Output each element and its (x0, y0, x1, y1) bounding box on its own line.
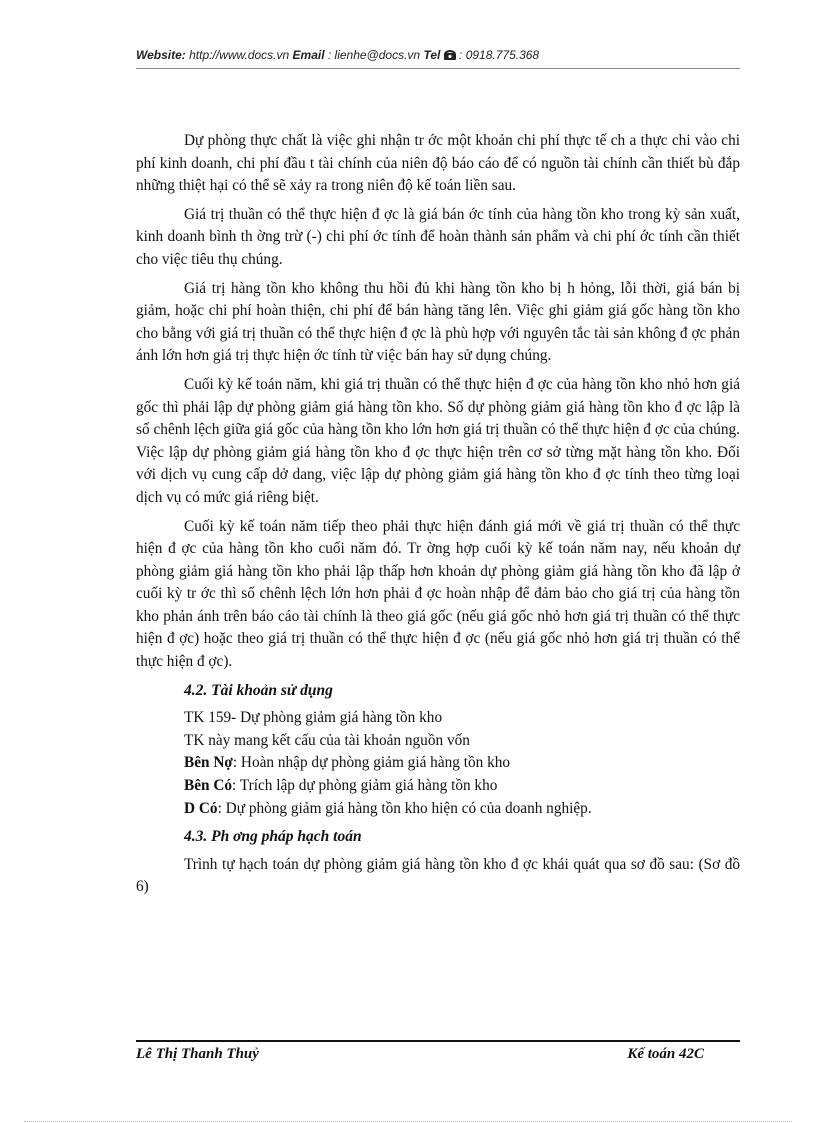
footer-author: Lê Thị Thanh Thuỷ (136, 1046, 259, 1062)
credit-side-line (184, 775, 740, 798)
email-address: : lienhe@docs.vn (324, 48, 424, 62)
credit-side-text: : Trích lập dự phòng giảm giá hàng tồn kho (232, 777, 498, 795)
section-heading-4-2: 4.2. Tài khoản sử dụng (184, 681, 333, 699)
tel-label: Tel (423, 48, 441, 62)
credit-balance-text: : Dự phòng giảm giá hàng tồn kho hiện có của doanh nghiệp. (217, 799, 592, 817)
paragraph: Giá trị thuần có thể thực hiện đ ợc là giá bán ớc tính của hàng tồn kho trong kỳ sản xuất, kinh doanh bình th ờng trừ (-) chi phí ớc tính để hoàn thành sản phẩm và chi phí ớc tính cần thiết cho việc tiêu thụ chúng. (136, 205, 740, 268)
footer-class: Kế toán 42C (627, 1046, 704, 1062)
footer-divider (136, 1040, 740, 1042)
credit-side-label: Bên Có (184, 777, 233, 795)
account-line: TK 159- Dự phòng giảm giá hàng tồn kho (184, 709, 443, 727)
document-body (136, 130, 740, 905)
paragraph: Dự phòng thực chất là việc ghi nhận tr ớc một khoản chi phí thực tế ch a thực chi vào chi phí kinh doanh, chi phí đầu t tài chính của niên độ báo cáo để có nguồn tài chính cần thiết bù đắp những thiệt hại có thể sẽ xảy ra trong niên độ kế toán liền sau. (136, 132, 740, 195)
phone-number: : 0918.775.368 (459, 48, 540, 62)
phone-icon (444, 48, 459, 62)
debit-side-label: Bên Nợ (184, 754, 233, 772)
page-footer (136, 1046, 740, 1063)
page-edge-divider (24, 1121, 792, 1122)
paragraph: Cuối kỳ kế toán năm, khi giá trị thuần có thể thực hiện đ ợc của hàng tồn kho nhỏ hơn giá gốc thì phải lập dự phòng giảm giá hàng tồn kho. Số dự phòng giảm giá hàng tồn kho đ ợc lập là số chênh lệch giữa giá gốc của hàng tồn kho lớn hơn giá trị thuần có thể thực hiện đ ợc của chúng. Việc lập dự phòng giảm giá hàng tồn kho đ ợc thực hiện trên cơ sở từng mặt hàng tồn kho. Đối với dịch vụ cung cấp dở dang, việc lập dự phòng giảm giá hàng tồn kho đ ợc tính theo từng loại dịch vụ có mức giá riêng biệt. (136, 375, 740, 506)
paragraph: Cuối kỳ kế toán năm tiếp theo phải thực hiện đánh giá mới về giá trị thuần có thể thực hiện đ ợc của hàng tồn kho cuối năm đó. Tr ờng hợp cuối kỳ kế toán năm nay, nếu khoản dự phòng giảm giá hàng tồn kho phải lập thấp hơn khoản dự phòng giảm giá hàng tồn kho đã lập ở cuối kỳ tr ớc thì số chênh lệch lớn hơn phải đ ợc hoàn nhập để đảm bảo cho giá trị của hàng tồn kho phản ánh trên báo cáo tài chính là theo giá gốc (nếu giá gốc nhỏ hơn giá trị thuần có thể thực hiện đ ợc) hoặc theo giá trị thuần có thể thực hiện đ ợc (nếu giá gốc nhỏ hơn giá trị thuần có thể thực hiện đ ợc). (136, 517, 740, 671)
header-divider (136, 68, 740, 69)
paragraph: Trình tự hạch toán dự phòng giảm giá hàng tồn kho đ ợc khái quát qua sơ đồ sau: (Sơ đồ 6) (136, 855, 740, 896)
email-label: Email (292, 48, 325, 62)
credit-balance-label: D Có (184, 799, 218, 817)
section-heading-4-3: 4.3. Ph ơng pháp hạch toán (184, 828, 362, 846)
website-label: Website: (136, 48, 186, 62)
debit-side-line (184, 752, 740, 775)
debit-side-text: : Hoàn nhập dự phòng giảm giá hàng tồn kho (232, 754, 511, 772)
website-url: http://www.docs.vn (185, 48, 293, 62)
account-line: TK này mang kết cấu của tài khoản nguồn vốn (184, 731, 470, 749)
credit-balance-line (184, 798, 740, 821)
page-header (136, 48, 740, 62)
paragraph: Giá trị hàng tồn kho không thu hồi đủ khi hàng tồn kho bị h hỏng, lỗi thời, giá bán bị giảm, hoặc chi phí hoàn thiện, chi phí để bán hàng tăng lên. Việc ghi giảm giá gốc hàng tồn kho cho bằng với giá trị thuần có thể thực hiện đ ợc là phù hợp với nguyên tắc tài sản không đ ợc phản ánh lớn hơn giá trị thực hiện ớc tính từ việc bán hay sử dụng chúng. (136, 279, 740, 365)
